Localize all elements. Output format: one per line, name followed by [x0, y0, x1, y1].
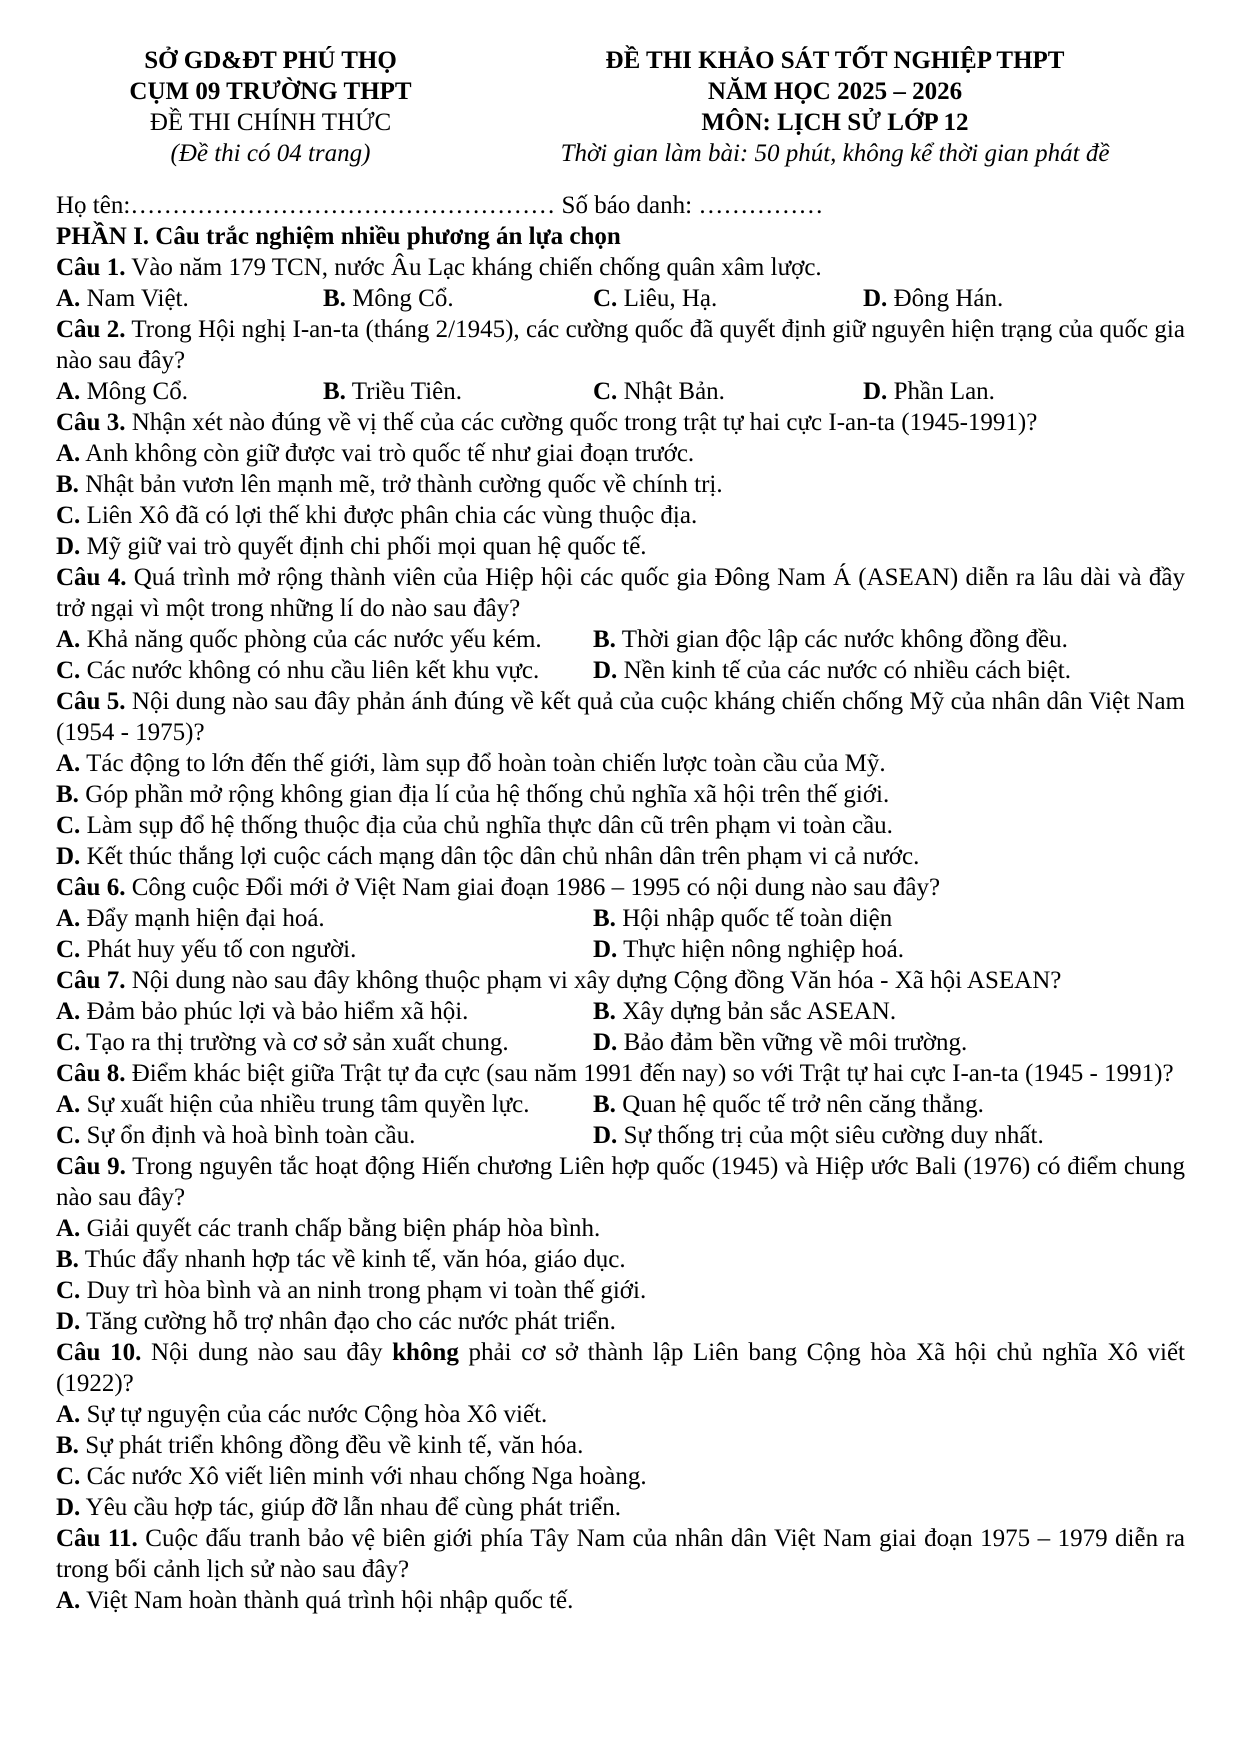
- question-6-stem: [56, 872, 1185, 903]
- question-9: [56, 1151, 1185, 1337]
- question-7-options: [56, 996, 1185, 1058]
- question-2-option-d: [863, 376, 1185, 407]
- question-10-text-pre: Nội dung nào sau đây: [150, 1339, 383, 1366]
- question-1-options: [56, 283, 1185, 314]
- question-1-text: Vào năm 179 TCN, nước Âu Lạc kháng chiến chống quân xâm lược.: [131, 254, 822, 281]
- question-5-option-d: [56, 841, 1185, 872]
- option-text-c: Tạo ra thị trường và cơ sở sản xuất chung.: [86, 1029, 509, 1056]
- question-6-option-c: [56, 934, 593, 965]
- option-letter-b: B.: [56, 1432, 79, 1459]
- issuer-department: SỞ GD&ĐT PHÚ THỌ: [144, 47, 397, 74]
- option-letter-d: D.: [863, 378, 888, 405]
- option-letter-d: D.: [56, 533, 81, 560]
- option-text-a: Nam Việt.: [86, 285, 189, 312]
- question-8-stem: [56, 1058, 1185, 1089]
- question-11-text: Cuộc đấu tranh bảo vệ biên giới phía Tây Nam của nhân dân Việt Nam giai đoạn 1975 – 1979 diễn ra trong bối cảnh lịch sử nào sau đây?: [56, 1525, 1185, 1583]
- option-letter-a: A.: [56, 1215, 81, 1242]
- option-text-d: Đông Hán.: [893, 285, 1004, 312]
- option-text-c: Các nước Xô viết liên minh với nhau chống Nga hoàng.: [86, 1463, 647, 1490]
- option-text-b: Thúc đẩy nhanh hợp tác về kinh tế, văn hóa, giáo dục.: [84, 1246, 626, 1273]
- school-year: NĂM HỌC 2025 – 2026: [707, 78, 963, 105]
- option-text-b: Triều Tiên.: [351, 378, 462, 405]
- option-text-c: Các nước không có nhu cầu liên kết khu vực.: [86, 657, 540, 684]
- question-9-stem: [56, 1151, 1185, 1213]
- name-fill-dots: ……………………………………………: [130, 192, 556, 219]
- question-11: [56, 1523, 1185, 1616]
- question-9-number: Câu 9.: [56, 1153, 126, 1180]
- option-letter-c: C.: [56, 936, 81, 963]
- question-1: [56, 252, 1185, 314]
- question-9-option-d: [56, 1306, 1185, 1337]
- option-letter-a: A.: [56, 750, 81, 777]
- option-text-a: Mông Cổ.: [86, 378, 188, 405]
- question-3: [56, 407, 1185, 562]
- option-text-d: Bảo đảm bền vững về môi trường.: [623, 1029, 968, 1056]
- option-letter-d: D.: [56, 1494, 81, 1521]
- question-7-stem: [56, 965, 1185, 996]
- exam-title-block: [485, 45, 1185, 169]
- duration-note: Thời gian làm bài: 50 phút, không kể thời gian phát đề: [560, 140, 1110, 167]
- question-11-option-a: [56, 1585, 1185, 1616]
- question-11-number: Câu 11.: [56, 1525, 138, 1552]
- question-1-option-c: [593, 283, 863, 314]
- option-text-c: Liêu, Hạ.: [623, 285, 718, 312]
- question-2-option-b: [323, 376, 593, 407]
- option-letter-c: C.: [56, 1029, 81, 1056]
- question-8: [56, 1058, 1185, 1151]
- question-10-text-post: phải cơ sở thành lập Liên bang Cộng hòa Xã hội chủ nghĩa Xô viết (1922)?: [56, 1339, 1186, 1397]
- option-letter-b: B.: [56, 471, 79, 498]
- option-text-b: Sự phát triển không đồng đều về kinh tế, văn hóa.: [85, 1432, 584, 1459]
- option-letter-d: D.: [593, 1029, 618, 1056]
- part1-title: PHẦN I. Câu trắc nghiệm nhiều phương án lựa chọn: [56, 223, 621, 250]
- question-8-text: Điểm khác biệt giữa Trật tự đa cực (sau năm 1991 đến nay) so với Trật tự hai cực I-an-ta (1945 - 1991)?: [131, 1060, 1174, 1087]
- question-7-option-d: [593, 1027, 1185, 1058]
- question-6-option-b: [593, 903, 1185, 934]
- option-letter-b: B.: [56, 781, 79, 808]
- question-4-number: Câu 4.: [56, 564, 127, 591]
- option-letter-a: A.: [56, 1091, 81, 1118]
- candidate-number-dots: ……………: [698, 192, 824, 219]
- option-letter-a: A.: [56, 626, 81, 653]
- option-text-c: Làm sụp đổ hệ thống thuộc địa của chủ nghĩa thực dân cũ trên phạm vi toàn cầu.: [86, 812, 893, 839]
- question-7: [56, 965, 1185, 1058]
- question-8-option-b: [593, 1089, 1185, 1120]
- option-text-c: Liên Xô đã có lợi thế khi được phân chia các vùng thuộc địa.: [86, 502, 698, 529]
- question-4-option-b: [593, 624, 1185, 655]
- name-label: Họ tên:: [56, 192, 131, 219]
- question-2-options: [56, 376, 1185, 407]
- option-letter-d: D.: [593, 1122, 618, 1149]
- question-4-option-c: [56, 655, 593, 686]
- question-10-option-d: [56, 1492, 1185, 1523]
- option-letter-d: D.: [863, 285, 888, 312]
- option-text-a: Sự tự nguyện của các nước Cộng hòa Xô viết.: [86, 1401, 548, 1428]
- option-letter-a: A.: [56, 905, 81, 932]
- option-letter-b: B.: [323, 378, 346, 405]
- option-text-d: Tăng cường hỗ trợ nhân đạo cho các nước phát triển.: [86, 1308, 616, 1335]
- question-5-stem: [56, 686, 1185, 748]
- question-4-option-a: [56, 624, 593, 655]
- question-2-option-a: [56, 376, 323, 407]
- question-10-text-emphasis: không: [392, 1339, 459, 1366]
- option-letter-d: D.: [56, 1308, 81, 1335]
- question-3-option-d: [56, 531, 1185, 562]
- option-text-a: Anh không còn giữ được vai trò quốc tế như giai đoạn trước.: [85, 440, 695, 467]
- question-6-text: Công cuộc Đổi mới ở Việt Nam giai đoạn 1986 – 1995 có nội dung nào sau đây?: [131, 874, 941, 901]
- question-4-text: Quá trình mở rộng thành viên của Hiệp hội các quốc gia Đông Nam Á (ASEAN) diễn ra lâu dài và đầy trở ngại vì một trong những lí do nào sau đây?: [56, 564, 1185, 622]
- question-9-option-a: [56, 1213, 1185, 1244]
- issuer-cluster: CỤM 09 TRƯỜNG THPT: [129, 78, 412, 105]
- option-letter-c: C.: [56, 502, 81, 529]
- question-11-options: [56, 1585, 1185, 1616]
- option-text-a: Đẩy mạnh hiện đại hoá.: [86, 905, 325, 932]
- option-letter-b: B.: [593, 626, 616, 653]
- question-8-option-d: [593, 1120, 1185, 1151]
- question-9-text: Trong nguyên tắc hoạt động Hiến chương Liên hợp quốc (1945) và Hiệp ước Bali (1976) có điểm chung nào sau đây?: [56, 1153, 1185, 1211]
- question-5-options: [56, 748, 1185, 872]
- question-6-options: [56, 903, 1185, 965]
- question-3-stem: [56, 407, 1185, 438]
- question-7-option-a: [56, 996, 593, 1027]
- option-letter-a: A.: [56, 285, 81, 312]
- question-7-option-c: [56, 1027, 593, 1058]
- question-5-option-a: [56, 748, 1185, 779]
- question-4-option-d: [593, 655, 1185, 686]
- issuer-block: [56, 45, 485, 169]
- option-letter-a: A.: [56, 1401, 81, 1428]
- option-text-a: Đảm bảo phúc lợi và bảo hiểm xã hội.: [86, 998, 469, 1025]
- option-text-d: Phần Lan.: [893, 378, 995, 405]
- option-letter-b: B.: [593, 905, 616, 932]
- question-1-option-d: [863, 283, 1185, 314]
- option-letter-d: D.: [593, 657, 618, 684]
- option-letter-c: C.: [56, 812, 81, 839]
- option-letter-b: B.: [323, 285, 346, 312]
- question-3-option-c: [56, 500, 1185, 531]
- option-text-a: Việt Nam hoàn thành quá trình hội nhập quốc tế.: [86, 1587, 574, 1614]
- question-8-options: [56, 1089, 1185, 1151]
- option-text-b: Quan hệ quốc tế trở nên căng thẳng.: [622, 1091, 984, 1118]
- option-text-d: Sự thống trị của một siêu cường duy nhất.: [623, 1122, 1044, 1149]
- option-text-b: Mông Cổ.: [352, 285, 454, 312]
- option-letter-c: C.: [56, 1277, 81, 1304]
- option-text-c: Phát huy yếu tố con người.: [86, 936, 357, 963]
- question-1-option-b: [323, 283, 593, 314]
- option-text-d: Yêu cầu hợp tác, giúp đỡ lẫn nhau để cùng phát triển.: [85, 1494, 621, 1521]
- question-2-text: Trong Hội nghị I-an-ta (tháng 2/1945), các cường quốc đã quyết định giữ nguyên hiện trạng của quốc gia nào sau đây?: [56, 316, 1185, 374]
- question-10: [56, 1337, 1185, 1523]
- option-letter-c: C.: [56, 1122, 81, 1149]
- option-text-d: Nền kinh tế của các nước có nhiều cách biệt.: [623, 657, 1071, 684]
- question-2-option-c: [593, 376, 863, 407]
- candidate-number-label: Số báo danh:: [555, 192, 699, 219]
- question-3-options: [56, 438, 1185, 562]
- question-6-option-a: [56, 903, 593, 934]
- option-letter-b: B.: [56, 1246, 79, 1273]
- option-text-b: Góp phần mở rộng không gian địa lí của hệ thống chủ nghĩa xã hội trên thế giới.: [85, 781, 890, 808]
- question-3-number: Câu 3.: [56, 409, 126, 436]
- question-10-option-c: [56, 1461, 1185, 1492]
- question-5-option-c: [56, 810, 1185, 841]
- question-4: [56, 562, 1185, 686]
- question-3-text: Nhận xét nào đúng về vị thế của các cường quốc trong trật tự hai cực I-an-ta (1945-1991)?: [131, 409, 1038, 436]
- student-info-line: [56, 190, 1185, 221]
- question-10-number: Câu 10.: [56, 1339, 142, 1366]
- option-letter-c: C.: [56, 657, 81, 684]
- option-text-b: Thời gian độc lập các nước không đồng đều.: [621, 626, 1068, 653]
- option-letter-a: A.: [56, 440, 81, 467]
- question-6-number: Câu 6.: [56, 874, 126, 901]
- option-text-a: Tác động to lớn đến thế giới, làm sụp đổ hoàn toàn chiến lược toàn cầu của Mỹ.: [86, 750, 886, 777]
- question-4-stem: [56, 562, 1185, 624]
- question-3-option-a: [56, 438, 1185, 469]
- question-9-option-b: [56, 1244, 1185, 1275]
- option-letter-a: A.: [56, 378, 81, 405]
- option-text-d: Thực hiện nông nghiệp hoá.: [623, 936, 904, 963]
- question-5: [56, 686, 1185, 872]
- question-2-stem: [56, 314, 1185, 376]
- option-text-d: Kết thúc thắng lợi cuộc cách mạng dân tộc dân chủ nhân dân trên phạm vi cả nước.: [86, 843, 920, 870]
- question-8-option-c: [56, 1120, 593, 1151]
- question-8-number: Câu 8.: [56, 1060, 126, 1087]
- question-2-number: Câu 2.: [56, 316, 126, 343]
- exam-header: [56, 45, 1185, 169]
- question-7-option-b: [593, 996, 1185, 1027]
- option-text-a: Khả năng quốc phòng của các nước yếu kém.: [86, 626, 542, 653]
- official-exam-label: ĐỀ THI CHÍNH THỨC: [149, 109, 392, 136]
- question-8-option-a: [56, 1089, 593, 1120]
- question-3-option-b: [56, 469, 1185, 500]
- option-letter-c: C.: [593, 378, 618, 405]
- option-text-d: Mỹ giữ vai trò quyết định chi phối mọi quan hệ quốc tế.: [86, 533, 647, 560]
- question-10-options: [56, 1399, 1185, 1523]
- option-text-c: Nhật Bản.: [623, 378, 725, 405]
- question-1-stem: [56, 252, 1185, 283]
- option-letter-c: C.: [56, 1463, 81, 1490]
- question-10-option-a: [56, 1399, 1185, 1430]
- option-letter-d: D.: [56, 843, 81, 870]
- question-4-options: [56, 624, 1185, 686]
- subject-title: MÔN: LỊCH SỬ LỚP 12: [701, 109, 969, 136]
- option-text-c: Sự ổn định và hoà bình toàn cầu.: [86, 1122, 416, 1149]
- option-text-a: Giải quyết các tranh chấp bằng biện pháp hòa bình.: [86, 1215, 601, 1242]
- option-letter-b: B.: [593, 998, 616, 1025]
- question-2: [56, 314, 1185, 407]
- option-text-b: Xây dựng bản sắc ASEAN.: [622, 998, 897, 1025]
- exam-title: ĐỀ THI KHẢO SÁT TỐT NGHIỆP THPT: [605, 47, 1065, 74]
- option-letter-a: A.: [56, 998, 81, 1025]
- question-1-number: Câu 1.: [56, 254, 126, 281]
- question-7-number: Câu 7.: [56, 967, 126, 994]
- option-text-a: Sự xuất hiện của nhiều trung tâm quyền lực.: [86, 1091, 530, 1118]
- question-1-option-a: [56, 283, 323, 314]
- page-count-note: (Đề thi có 04 trang): [170, 140, 371, 167]
- question-10-stem: [56, 1337, 1185, 1399]
- question-5-text: Nội dung nào sau đây phản ánh đúng về kết quả của cuộc kháng chiến chống Mỹ của nhân dân Việt Nam (1954 - 1975)?: [56, 688, 1185, 746]
- option-text-c: Duy trì hòa bình và an ninh trong phạm vi toàn thế giới.: [86, 1277, 647, 1304]
- option-letter-c: C.: [593, 285, 618, 312]
- question-5-number: Câu 5.: [56, 688, 126, 715]
- option-text-b: Hội nhập quốc tế toàn diện: [622, 905, 893, 932]
- question-11-stem: [56, 1523, 1185, 1585]
- question-6-option-d: [593, 934, 1185, 965]
- option-text-b: Nhật bản vươn lên mạnh mẽ, trở thành cường quốc về chính trị.: [85, 471, 723, 498]
- question-10-option-b: [56, 1430, 1185, 1461]
- question-7-text: Nội dung nào sau đây không thuộc phạm vi xây dựng Cộng đồng Văn hóa - Xã hội ASEAN?: [131, 967, 1062, 994]
- question-6: [56, 872, 1185, 965]
- question-9-options: [56, 1213, 1185, 1337]
- question-5-option-b: [56, 779, 1185, 810]
- question-9-option-c: [56, 1275, 1185, 1306]
- option-letter-b: B.: [593, 1091, 616, 1118]
- option-letter-d: D.: [593, 936, 618, 963]
- option-letter-a: A.: [56, 1587, 81, 1614]
